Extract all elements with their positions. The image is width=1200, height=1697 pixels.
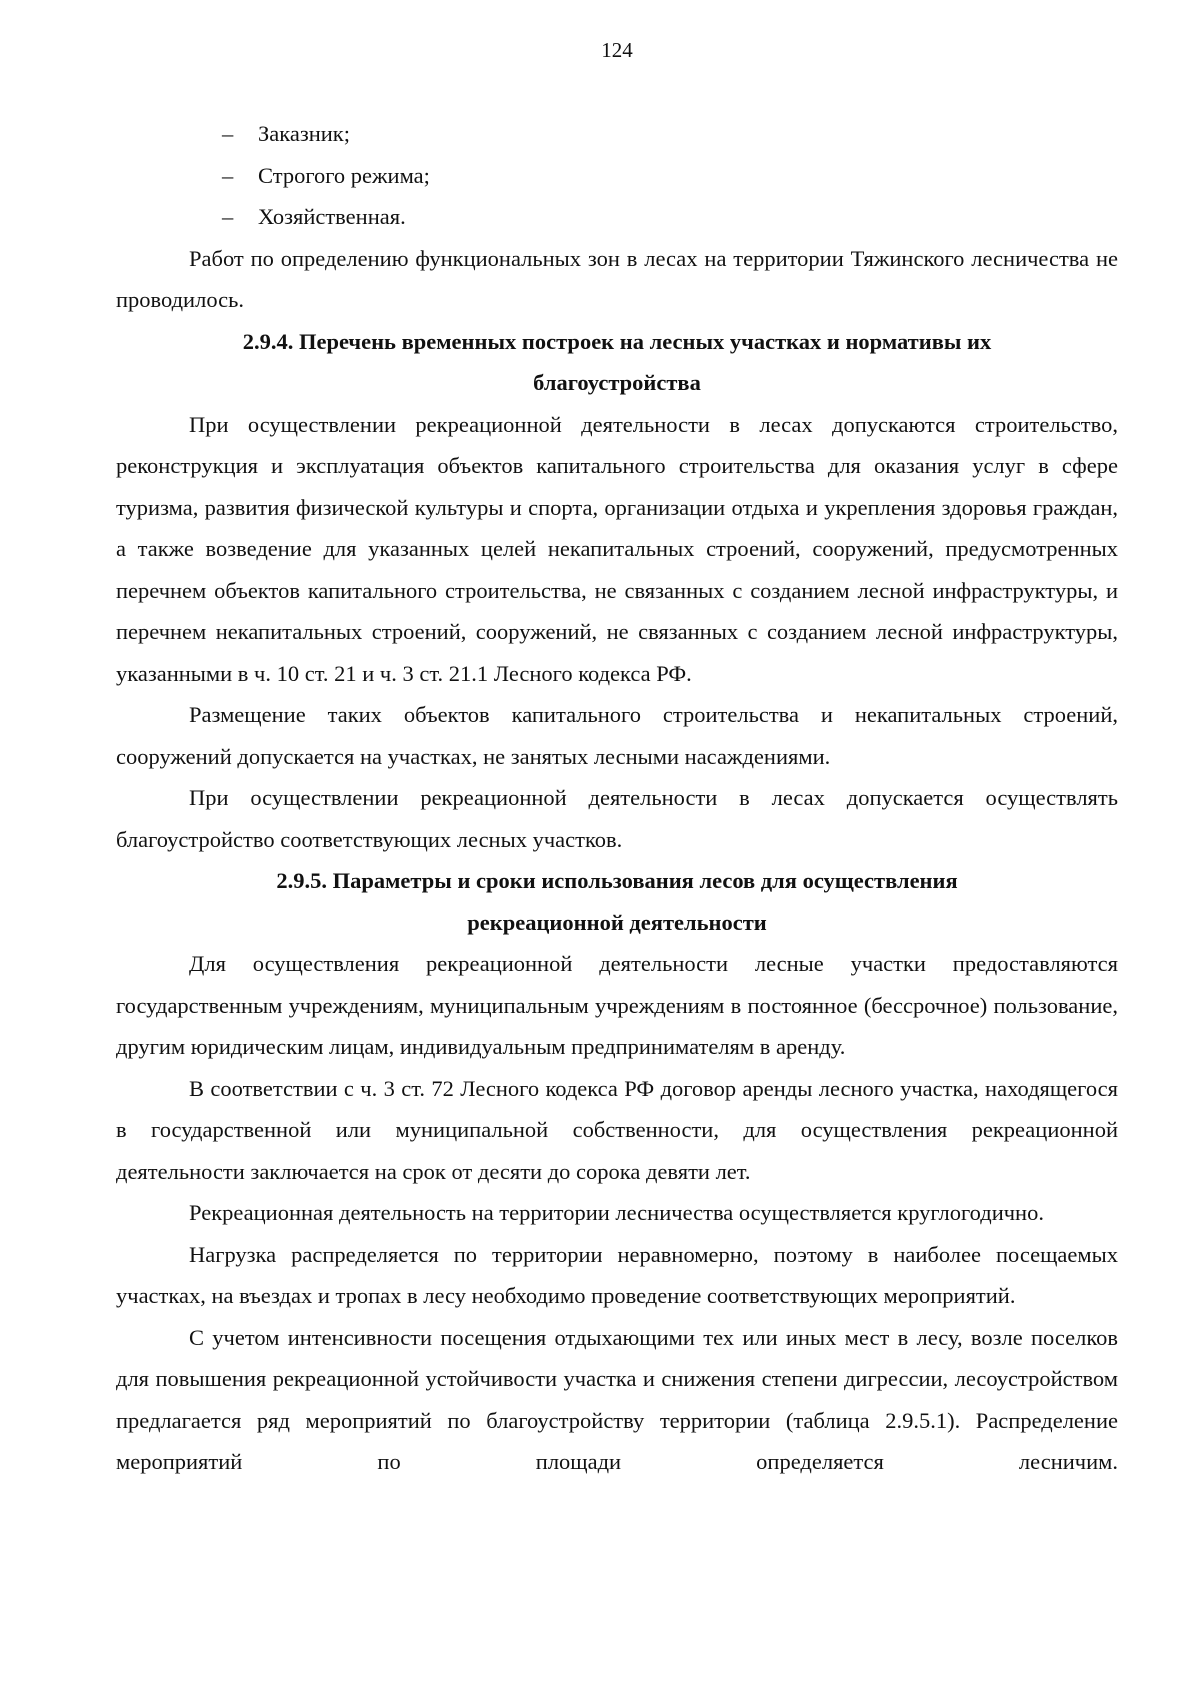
document-page bbox=[116, 0, 1118, 1697]
heading-line: 2.9.4. Перечень временных построек на лесных участках и нормативы их bbox=[242, 328, 992, 354]
list-dash: – bbox=[222, 121, 234, 146]
list-item bbox=[116, 155, 1118, 197]
heading-line: рекреационной деятельности bbox=[467, 909, 767, 935]
paragraph: При осуществлении рекреационной деятельности в лесах допускается осуществлять благоустройство соответствующих лесных участков. bbox=[116, 785, 1118, 852]
paragraph: При осуществлении рекреационной деятельности в лесах допускаются строительство, реконструкция и эксплуатация объектов капитального строительства для оказания услуг в сфере туризма, развития физической культуры и спорта, организации отдыха и укрепления здоровья граждан, а также возведение для указанных целей некапитальных строений, сооружений, предусмотренных перечнем объектов капитального строительства, не связанных с созданием лесной инфраструктуры, и перечнем некапитальных строений, сооружений, не связанных с созданием лесной инфраструктуры, указанными в ч. 10 ст. 21 и ч. 3 ст. 21.1 Лесного кодекса РФ. bbox=[116, 411, 1118, 686]
list-dash: – bbox=[222, 162, 234, 188]
list-dash: – bbox=[222, 204, 234, 229]
section-heading-2-9-4 bbox=[116, 321, 1118, 404]
paragraph: Для осуществления рекреационной деятельности лесные участки предоставляются государственным учреждениям, муниципальным учреждениям в постоянное (бессрочное) пользование, другим юридическим лицам, индивидуальным предпринимателям в аренду. bbox=[116, 951, 1118, 1059]
paragraph: Нагрузка распределяется по территории неравномерно, поэтому в наиболее посещаемых участках, на въездах и тропах в лесу необходимо проведение соответствующих мероприятий. bbox=[116, 1241, 1118, 1308]
list-item-text: Строгого режима; bbox=[258, 162, 430, 188]
paragraph-zones: Работ по определению функциональных зон в лесах на территории Тяжинского лесничества не проводилось. bbox=[116, 245, 1118, 312]
heading-line: благоустройства bbox=[533, 370, 701, 395]
paragraph: С учетом интенсивности посещения отдыхающими тех или иных мест в лесу, возле поселков для повышения рекреационной устойчивости участка и снижения степени дигрессии, лесоустройством предлагается ряд мероприятий по благоустройству территории (таблица 2.9.5.1). Распределение мероприятий по площади определяется лесничим. bbox=[116, 1324, 1118, 1474]
list-item-text: Хозяйственная. bbox=[258, 204, 406, 229]
paragraph: Размещение таких объектов капитального строительства и некапитальных строений, сооружений допускается на участках, не занятых лесными насаждениями. bbox=[116, 702, 1118, 769]
list-item-text: Заказник; bbox=[258, 121, 350, 146]
list-item bbox=[116, 196, 1118, 238]
list-item bbox=[116, 113, 1118, 155]
document-body bbox=[116, 113, 1118, 1483]
paragraph: В соответствии с ч. 3 ст. 72 Лесного кодекса РФ договор аренды лесного участка, находящегося в государственной или муниципальной собственности, для осуществления рекреационной деятельности заключается на срок от десяти до сорока девяти лет. bbox=[116, 1075, 1118, 1184]
page-number: 124 bbox=[601, 38, 633, 62]
paragraph: Рекреационная деятельность на территории лесничества осуществляется круглогодично. bbox=[189, 1200, 1044, 1225]
section-heading-2-9-5 bbox=[116, 860, 1118, 943]
heading-line: 2.9.5. Параметры и сроки использования лесов для осуществления bbox=[276, 868, 958, 893]
